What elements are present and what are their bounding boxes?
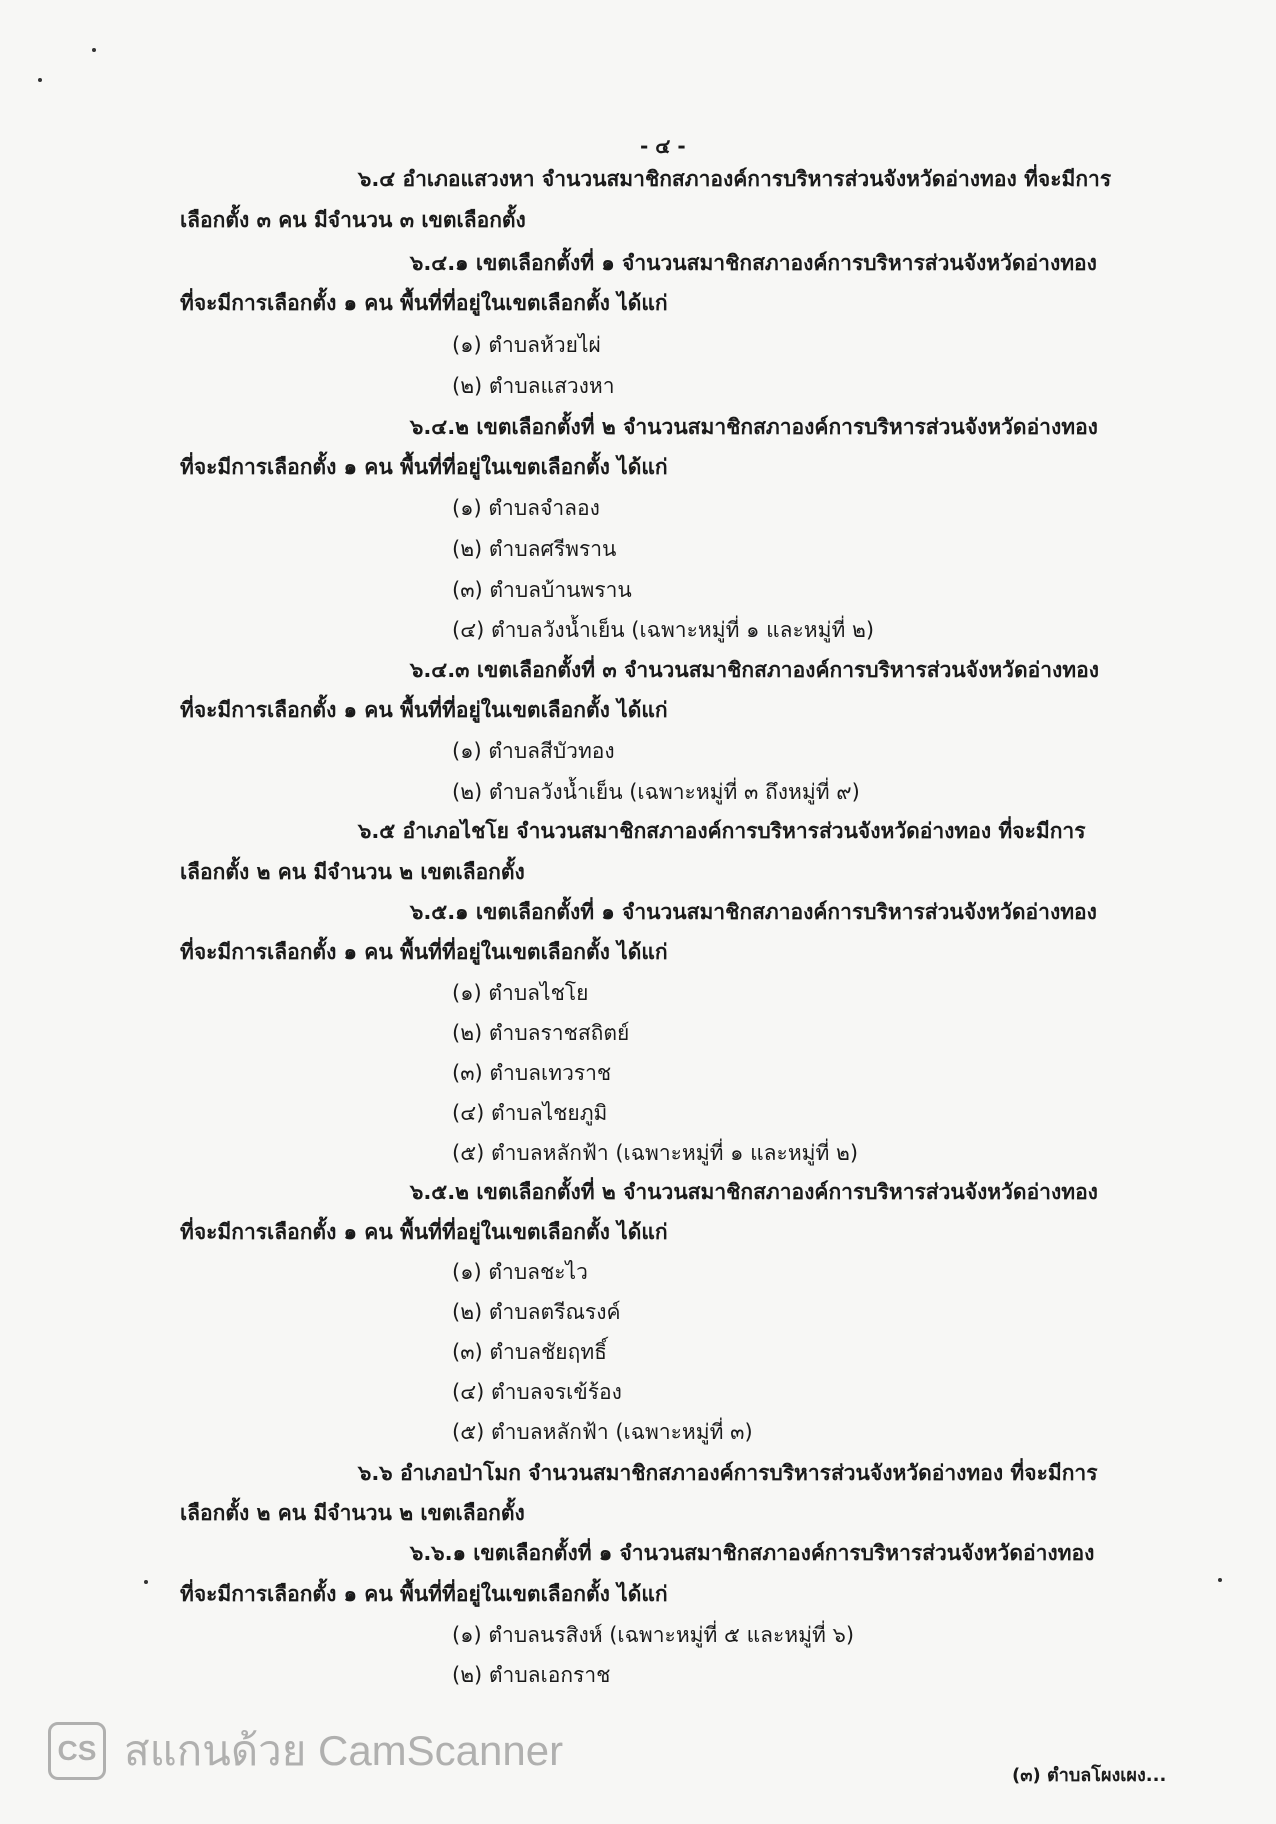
- text-line: (๑) ตำบลนรสิงห์ (เฉพาะหมู่ที่ ๕ และหมู่ที่ ๖): [452, 1623, 855, 1647]
- text-line: (๓) ตำบลชัยฤทธิ์: [452, 1340, 607, 1364]
- continuation-note: (๓) ตำบลโผงเผง...: [1012, 1765, 1167, 1786]
- text-line: (๒) ตำบลตรีณรงค์: [452, 1300, 621, 1324]
- camscanner-logo-icon: CS: [48, 1722, 106, 1780]
- text-line: (๑) ตำบลไชโย: [452, 981, 589, 1005]
- text-line: (๔) ตำบลวังน้ำเย็น (เฉพาะหมู่ที่ ๑ และหมู่ที่ ๒): [452, 618, 875, 642]
- text-line: ๖.๕ อำเภอไชโย จำนวนสมาชิกสภาองค์การบริหารส่วนจังหวัดอ่างทอง ที่จะมีการ: [358, 819, 1086, 843]
- text-line: (๑) ตำบลชะไว: [452, 1260, 588, 1284]
- text-line: ๖.๕.๒ เขตเลือกตั้งที่ ๒ จำนวนสมาชิกสภาองค์การบริหารส่วนจังหวัดอ่างทอง: [410, 1180, 1098, 1204]
- text-line: (๕) ตำบลหลักฟ้า (เฉพาะหมู่ที่ ๑ และหมู่ที่ ๒): [452, 1141, 859, 1165]
- text-line: เลือกตั้ง ๓ คน มีจำนวน ๓ เขตเลือกตั้ง: [180, 208, 526, 232]
- text-line: (๑) ตำบลห้วยไผ่: [452, 333, 601, 357]
- text-line: (๒) ตำบลแสวงหา: [452, 374, 615, 398]
- text-line: (๒) ตำบลเอกราช: [452, 1663, 611, 1687]
- text-line: ที่จะมีการเลือกตั้ง ๑ คน พื้นที่ที่อยู่ในเขตเลือกตั้ง ได้แก่: [180, 698, 668, 722]
- text-line: ที่จะมีการเลือกตั้ง ๑ คน พื้นที่ที่อยู่ในเขตเลือกตั้ง ได้แก่: [180, 1220, 668, 1244]
- text-line: (๒) ตำบลราชสถิตย์: [452, 1021, 630, 1045]
- text-line: ที่จะมีการเลือกตั้ง ๑ คน พื้นที่ที่อยู่ในเขตเลือกตั้ง ได้แก่: [180, 291, 668, 315]
- text-line: ที่จะมีการเลือกตั้ง ๑ คน พื้นที่ที่อยู่ในเขตเลือกตั้ง ได้แก่: [180, 940, 668, 964]
- scan-speck: [144, 1580, 148, 1584]
- page-number: - ๔ -: [640, 134, 686, 158]
- text-line: ๖.๔.๒ เขตเลือกตั้งที่ ๒ จำนวนสมาชิกสภาองค์การบริหารส่วนจังหวัดอ่างทอง: [410, 415, 1098, 439]
- text-line: (๑) ตำบลสีบัวทอง: [452, 739, 615, 763]
- text-line: (๒) ตำบลวังน้ำเย็น (เฉพาะหมู่ที่ ๓ ถึงหมู่ที่ ๙): [452, 780, 860, 804]
- text-line: ๖.๖ อำเภอป่าโมก จำนวนสมาชิกสภาองค์การบริหารส่วนจังหวัดอ่างทอง ที่จะมีการ: [358, 1461, 1098, 1485]
- text-line: เลือกตั้ง ๒ คน มีจำนวน ๒ เขตเลือกตั้ง: [180, 1501, 525, 1525]
- text-line: (๔) ตำบลจรเข้ร้อง: [452, 1380, 622, 1404]
- watermark-text: สแกนด้วย CamScanner: [124, 1727, 564, 1774]
- text-line: ๖.๔.๑ เขตเลือกตั้งที่ ๑ จำนวนสมาชิกสภาองค์การบริหารส่วนจังหวัดอ่างทอง: [410, 251, 1097, 275]
- scan-speck: [38, 78, 42, 82]
- text-line: (๔) ตำบลไชยภูมิ: [452, 1101, 608, 1125]
- text-line: ที่จะมีการเลือกตั้ง ๑ คน พื้นที่ที่อยู่ในเขตเลือกตั้ง ได้แก่: [180, 455, 668, 479]
- text-line: (๓) ตำบลเทวราช: [452, 1061, 612, 1085]
- text-line: (๓) ตำบลบ้านพราน: [452, 578, 632, 602]
- camscanner-watermark: [48, 1718, 563, 1784]
- scan-speck: [1218, 1578, 1222, 1582]
- text-line: (๕) ตำบลหลักฟ้า (เฉพาะหมู่ที่ ๓): [452, 1420, 753, 1444]
- scan-speck: [92, 48, 96, 52]
- text-line: (๑) ตำบลจำลอง: [452, 496, 600, 520]
- text-line: ๖.๖.๑ เขตเลือกตั้งที่ ๑ จำนวนสมาชิกสภาองค์การบริหารส่วนจังหวัดอ่างทอง: [410, 1541, 1095, 1565]
- text-line: ๖.๔ อำเภอแสวงหา จำนวนสมาชิกสภาองค์การบริหารส่วนจังหวัดอ่างทอง ที่จะมีการ: [358, 167, 1112, 191]
- text-line: (๒) ตำบลศรีพราน: [452, 537, 617, 561]
- text-line: ที่จะมีการเลือกตั้ง ๑ คน พื้นที่ที่อยู่ในเขตเลือกตั้ง ได้แก่: [180, 1582, 668, 1606]
- text-line: ๖.๕.๑ เขตเลือกตั้งที่ ๑ จำนวนสมาชิกสภาองค์การบริหารส่วนจังหวัดอ่างทอง: [410, 900, 1097, 924]
- text-line: เลือกตั้ง ๒ คน มีจำนวน ๒ เขตเลือกตั้ง: [180, 860, 525, 884]
- text-line: ๖.๔.๓ เขตเลือกตั้งที่ ๓ จำนวนสมาชิกสภาองค์การบริหารส่วนจังหวัดอ่างทอง: [410, 658, 1099, 682]
